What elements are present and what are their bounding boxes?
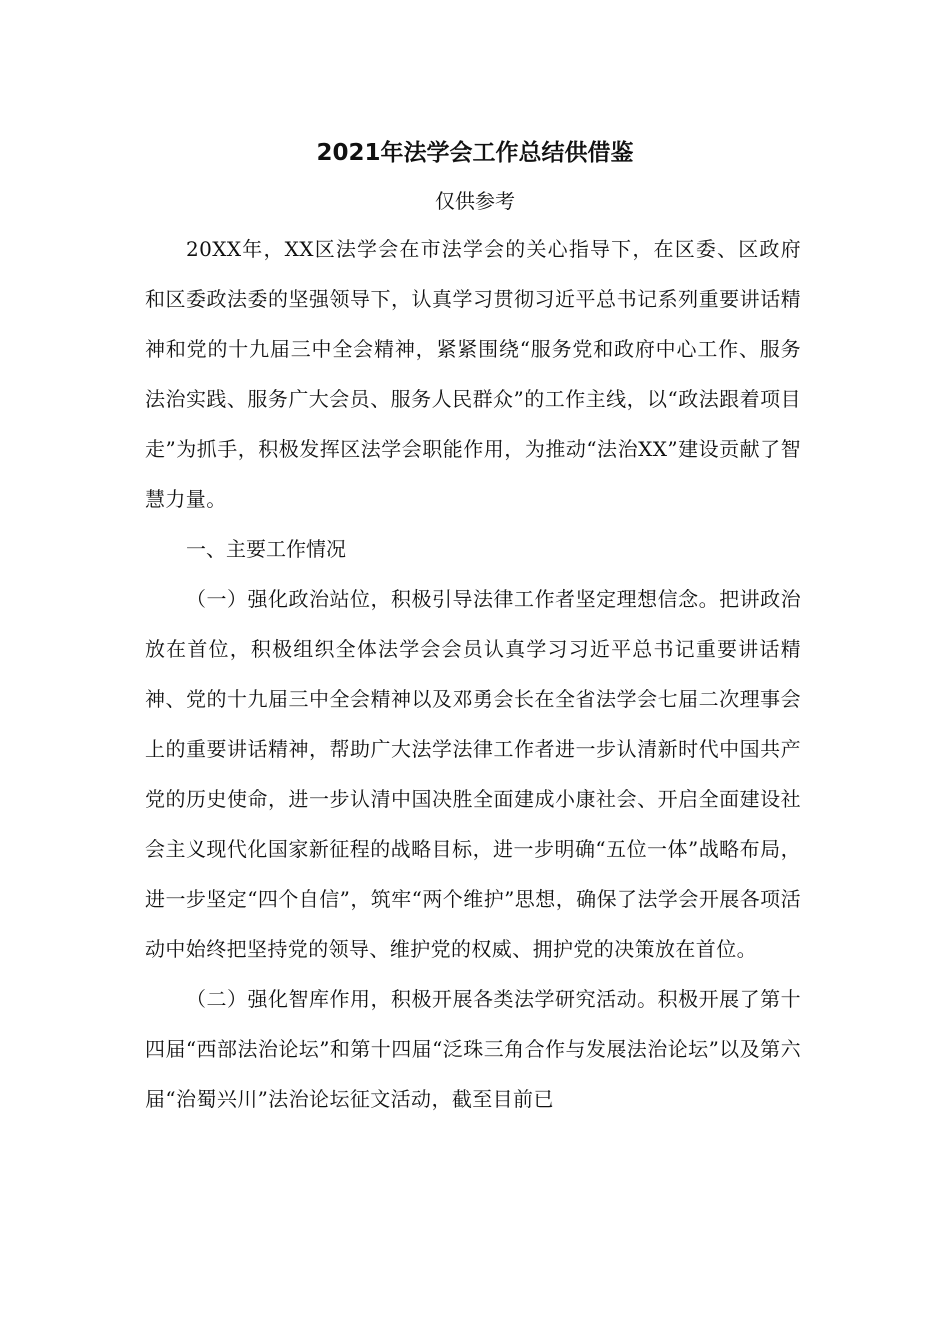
- paragraph-think-tank: （二）强化智库作用，积极开展各类法学研究活动。积极开展了第十四届“西部法治论坛”和第十四届“泛珠三角合作与发展法治论坛”以及第六届“治蜀兴川”法治论坛征文活动，截至目前已: [145, 987, 801, 1111]
- section-heading-main-work: 一、主要工作情况: [186, 537, 346, 561]
- paragraph-intro: 20XX年，XX区法学会在市法学会的关心指导下，在区委、区政府和区委政法委的坚强领导下，认真学习贯彻习近平总书记系列重要讲话精神和党的十九届三中全会精神，紧紧围绕“服务党和政府中心工作、服务法治实践、服务广大会员、服务人民群众”的工作主线，以“政法跟着项目走”为抓手，积极发挥区法学会职能作用，为推动“法治XX”建设贡献了智慧力量。: [145, 237, 801, 511]
- document-body: [145, 224, 801, 1124]
- paragraph-political-stance: （一）强化政治站位，积极引导法律工作者坚定理想信念。把讲政治放在首位，积极组织全体法学会会员认真学习习近平总书记重要讲话精神、党的十九届三中全会精神以及邓勇会长在全省法学会七届二次理事会上的重要讲话精神，帮助广大法学法律工作者进一步认清新时代中国共产党的历史使命，进一步认清中国决胜全面建成小康社会、开启全面建设社会主义现代化国家新征程的战略目标，进一步明确“五位一体”战略布局，进一步坚定“四个自信”，筑牢“两个维护”思想，确保了法学会开展各项活动中始终把坚持党的领导、维护党的权威、拥护党的决策放在首位。: [145, 587, 801, 961]
- document-title: 2021年法学会工作总结供借鉴: [316, 140, 634, 166]
- document-subtitle: 仅供参考: [435, 189, 515, 213]
